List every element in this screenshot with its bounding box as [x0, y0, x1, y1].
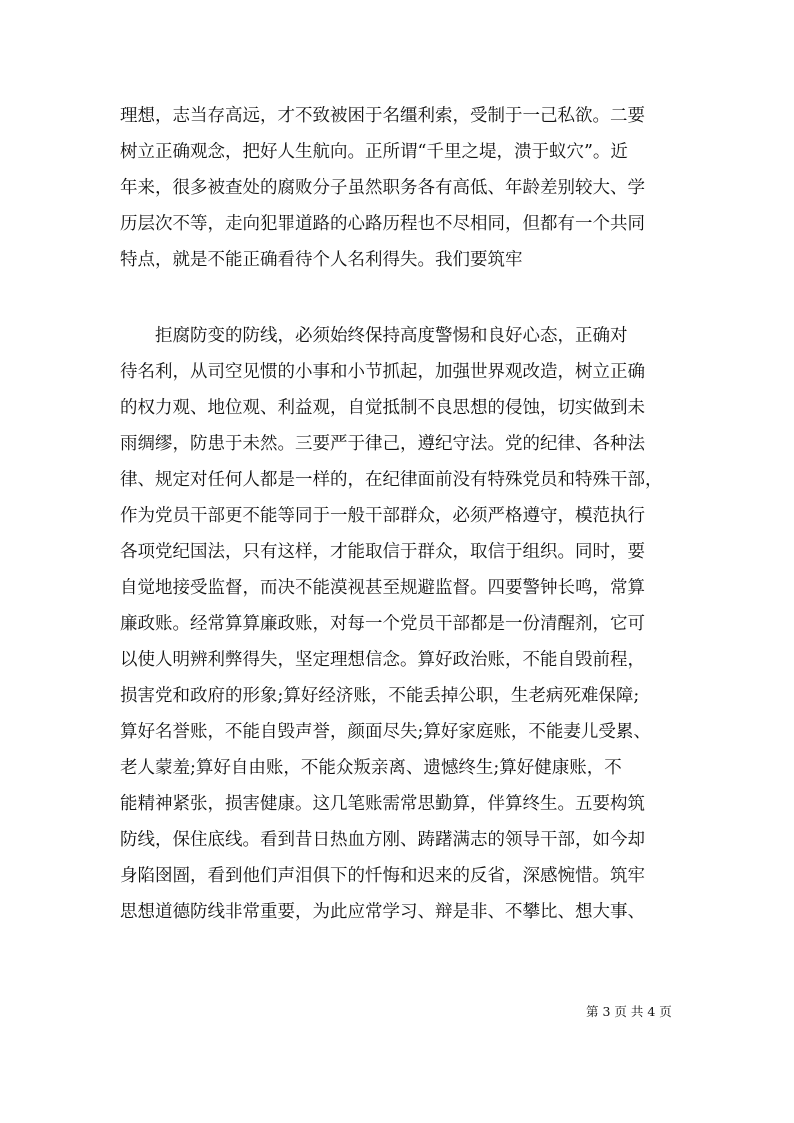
text-line: 树立正确观念，把好人生航向。正所谓“千里之堤，溃于蚁穴”。近	[120, 142, 628, 162]
text-line: 律、规定对任何人都是一样的，在纪律面前没有特殊党员和特殊干部，	[120, 470, 663, 490]
text-line: 雨绸缪，防患于未然。三要严于律己，遵纪守法。党的纪律、各种法	[120, 434, 645, 454]
text-line: 思想道德防线非常重要，为此应常学习、辩是非、不攀比、想大事、	[120, 902, 645, 922]
text-line: 损害党和政府的形象;算好经济账，不能丢掉公职，生老病死难保障;	[120, 686, 640, 706]
text-line: 特点，就是不能正确看待个人名利得失。我们要筑牢	[120, 250, 523, 270]
text-line: 廉政账。经常算算廉政账，对每一个党员干部都是一份清醒剂，它可	[120, 614, 645, 634]
text-line: 拒腐防变的防线，必须始终保持高度警惕和良好心态，正确对	[155, 326, 628, 346]
text-line: 待名利，从司空见惯的小事和小节抓起，加强世界观改造，树立正确	[120, 362, 645, 382]
text-line: 理想，志当存高远，才不致被困于名缰利索，受制于一己私欲。二要	[120, 106, 645, 126]
text-line: 算好名誉账，不能自毁声誉，颜面尽失;算好家庭账，不能妻儿受累、	[120, 722, 651, 742]
text-line: 能精神紧张，损害健康。这几笔账需常思勤算，伴算终生。五要构筑	[120, 794, 645, 814]
text-line: 各项党纪国法，只有这样，才能取信于群众，取信于组织。同时，要	[120, 542, 645, 562]
text-line: 身陷囹圄，看到他们声泪俱下的忏悔和迟来的反省，深感惋惜。筑牢	[120, 866, 645, 886]
paragraph-2	[120, 318, 680, 930]
text-line: 的权力观、地位观、利益观，自觉抵制不良思想的侵蚀，切实做到未	[120, 398, 645, 418]
text-line: 作为党员干部更不能等同于一般干部群众，必须严格遵守，模范执行	[120, 506, 645, 526]
text-line: 年来，很多被查处的腐败分子虽然职务各有高低、年龄差别较大、学	[120, 178, 645, 198]
text-line: 历层次不等，走向犯罪道路的心路历程也不尽相同，但都有一个共同	[120, 214, 645, 234]
text-line: 老人蒙羞;算好自由账，不能众叛亲离、遗憾终生;算好健康账，不	[120, 758, 622, 778]
paragraph-1	[120, 98, 680, 278]
text-line: 自觉地接受监督，而决不能漠视甚至规避监督。四要警钟长鸣，常算	[120, 578, 645, 598]
text-line: 以使人明辨利弊得失，坚定理想信念。算好政治账，不能自毁前程，	[120, 650, 645, 670]
text-line: 防线，保住底线。看到昔日热血方刚、踌躇满志的领导干部，如今却	[120, 830, 645, 850]
page-number-footer: 第 3 页 共 4 页	[586, 1004, 672, 1019]
